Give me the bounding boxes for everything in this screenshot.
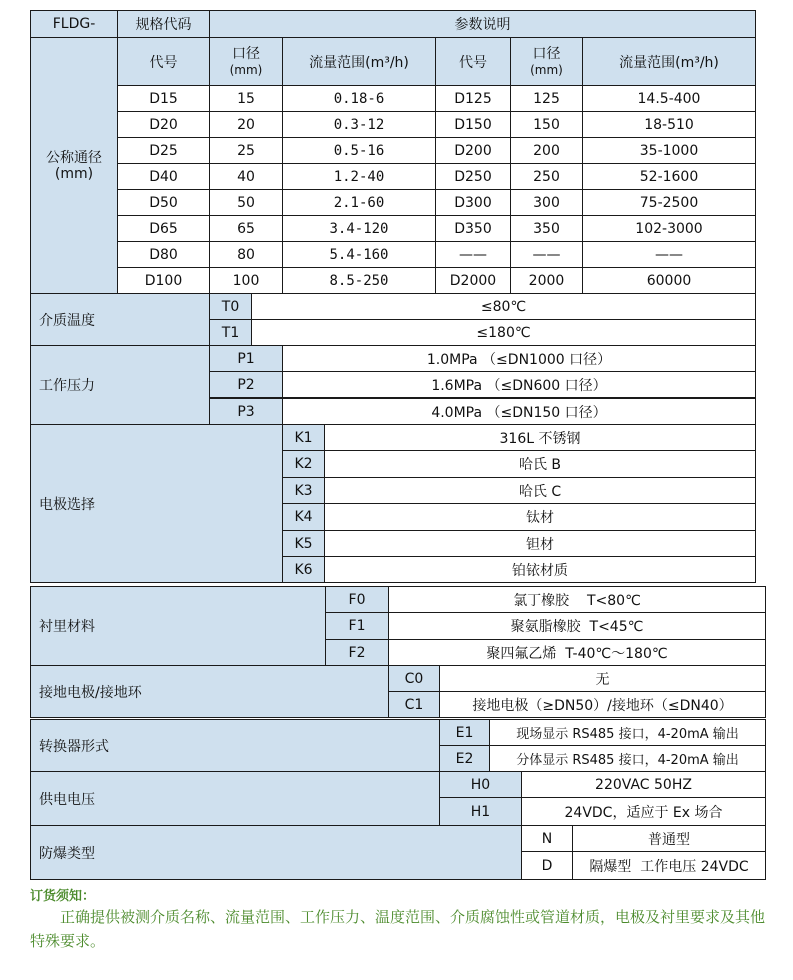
- electrode-label: 电极选择: [30, 424, 283, 583]
- lining-desc-f1: 聚氨脂橡胶 T<45℃: [388, 612, 766, 640]
- electrode-code-k1: K1: [282, 424, 325, 451]
- medium-temp-code-t0: T0: [209, 293, 252, 320]
- nominal-row-7-flow2: ——: [582, 241, 756, 268]
- nominal-row-2-bore1: 20: [209, 111, 283, 138]
- nominal-row-4-code1: D40: [117, 163, 210, 190]
- nominal-row-8-bore1: 100: [209, 267, 283, 294]
- nominal-row-6-flow1: 3.4-120: [282, 215, 436, 242]
- pressure-label: 工作压力: [30, 345, 210, 425]
- electrode-code-k3: K3: [282, 477, 325, 504]
- nominal-row-3-code1: D25: [117, 137, 210, 164]
- grounding-label: 接地电极/接地环: [30, 665, 389, 718]
- col-header-bore-2: [510, 37, 583, 86]
- electrode-desc-k6: 铂铱材质: [324, 556, 756, 583]
- nominal-row-2-flow1: 0.3-12: [282, 111, 436, 138]
- explosion-desc-d: 隔爆型 工作电压 24VDC: [572, 851, 766, 880]
- nominal-row-8-flow1: 8.5-250: [282, 267, 436, 294]
- grounding-code-c1: C1: [388, 691, 440, 718]
- col-header-flow-2: 流量范围(m³/h): [582, 37, 756, 86]
- electrode-code-k5: K5: [282, 530, 325, 557]
- nominal-row-6-bore2: 350: [510, 215, 583, 242]
- medium-temp-desc-t0: ≤80℃: [251, 293, 756, 320]
- nominal-row-7-flow1: 5.4-160: [282, 241, 436, 268]
- electrode-desc-k2: 哈氏 B: [324, 450, 756, 478]
- nominal-row-8-bore2: 2000: [510, 267, 583, 294]
- nominal-row-1-bore1: 15: [209, 85, 283, 112]
- nominal-row-3-bore1: 25: [209, 137, 283, 164]
- nominal-row-2-code2: D150: [435, 111, 511, 138]
- electrode-code-k6: K6: [282, 556, 325, 583]
- nominal-row-3-flow2: 35-1000: [582, 137, 756, 164]
- lining-label: 衬里材料: [30, 586, 326, 666]
- nominal-row-5-bore1: 50: [209, 189, 283, 216]
- converter-desc-e1: 现场显示 RS485 接口，4-20mA 输出: [489, 719, 766, 746]
- electrode-desc-k3: 哈氏 C: [324, 477, 756, 504]
- medium-temp-desc-t1: ≤180℃: [251, 319, 756, 346]
- nominal-row-8-code1: D100: [117, 267, 210, 294]
- lining-desc-f0: 氯丁橡胶 T<80℃: [388, 586, 766, 613]
- nominal-row-1-code2: D125: [435, 85, 511, 112]
- converter-code-e1: E1: [439, 719, 490, 746]
- pressure-code-p1: P1: [209, 345, 283, 372]
- medium-temp-code-t1: T1: [209, 319, 252, 346]
- nominal-row-3-flow1: 0.5-16: [282, 137, 436, 164]
- converter-code-e2: E2: [439, 745, 490, 772]
- electrode-desc-k4: 钛材: [324, 503, 756, 531]
- nominal-row-4-bore2: 250: [510, 163, 583, 190]
- power-code-h0: H0: [439, 771, 522, 798]
- nominal-row-7-bore2: ——: [510, 241, 583, 268]
- nominal-row-2-code1: D20: [117, 111, 210, 138]
- lining-desc-f2: 聚四氟乙烯 T-40℃～180℃: [388, 639, 766, 666]
- grounding-code-c0: C0: [388, 665, 440, 692]
- grounding-desc-c0: 无: [439, 665, 766, 692]
- electrode-code-k4: K4: [282, 503, 325, 531]
- nominal-unit-text: (mm): [54, 165, 94, 182]
- nominal-row-4-flow1: 1.2-40: [282, 163, 436, 190]
- power-desc-h0: 220VAC 50HZ: [521, 771, 766, 798]
- pressure-code-p2: P2: [209, 371, 283, 398]
- explosion-desc-n: 普通型: [572, 825, 766, 852]
- nominal-row-1-flow2: 14.5-400: [582, 85, 756, 112]
- nominal-row-1-bore2: 125: [510, 85, 583, 112]
- electrode-desc-k5: 钽材: [324, 530, 756, 557]
- grounding-desc-c1: 接地电极（≥DN50）/接地环（≤DN40）: [439, 691, 766, 718]
- nominal-row-6-bore1: 65: [209, 215, 283, 242]
- pressure-code-p3: P3: [209, 398, 283, 425]
- nominal-row-1-code1: D15: [117, 85, 210, 112]
- header-param-desc: 参数说明: [209, 10, 756, 38]
- nominal-row-5-flow2: 75-2500: [582, 189, 756, 216]
- bore-unit: (mm): [530, 62, 563, 77]
- nominal-row-4-code2: D250: [435, 163, 511, 190]
- nominal-row-2-bore2: 150: [510, 111, 583, 138]
- nominal-label-text: 公称通径: [46, 149, 102, 166]
- nominal-row-8-code2: D2000: [435, 267, 511, 294]
- nominal-row-5-flow1: 2.1-60: [282, 189, 436, 216]
- nominal-label: [30, 37, 118, 294]
- converter-desc-e2: 分体显示 RS485 接口，4-20mA 输出: [489, 745, 766, 772]
- explosion-label: 防爆类型: [30, 825, 522, 880]
- col-header-flow-1: 流量范围(m³/h): [282, 37, 436, 86]
- power-code-h1: H1: [439, 797, 522, 826]
- medium-temp-label: 介质温度: [30, 293, 210, 346]
- power-desc-h1: 24VDC，适应于 Ex 场合: [521, 797, 766, 826]
- power-label: 供电电压: [30, 771, 440, 826]
- nominal-row-1-flow1: 0.18-6: [282, 85, 436, 112]
- converter-label: 转换器形式: [30, 719, 440, 772]
- electrode-code-k2: K2: [282, 450, 325, 478]
- col-header-bore-1: [209, 37, 283, 86]
- bore-unit: (mm): [229, 62, 263, 77]
- lining-code-f1: F1: [325, 612, 389, 640]
- header-model: FLDG-: [30, 10, 118, 38]
- pressure-desc-p3: 4.0MPa （≤DN150 口径）: [282, 398, 756, 425]
- nominal-row-2-flow2: 18-510: [582, 111, 756, 138]
- header-spec-code: 规格代码: [117, 10, 210, 38]
- lining-code-f0: F0: [325, 586, 389, 613]
- explosion-code-d: D: [521, 851, 573, 880]
- explosion-code-n: N: [521, 825, 573, 852]
- nominal-row-5-bore2: 300: [510, 189, 583, 216]
- nominal-row-6-code2: D350: [435, 215, 511, 242]
- nominal-row-7-code2: ——: [435, 241, 511, 268]
- order-notes-text: 正确提供被测介质名称、流量范围、工作压力、温度范围、介质腐蚀性或管道材质，电极及衬里要求及其他特殊要求。: [30, 908, 766, 950]
- electrode-desc-k1: 316L 不锈钢: [324, 424, 756, 451]
- pressure-desc-p2: 1.6MPa （≤DN600 口径）: [282, 371, 756, 398]
- nominal-row-4-flow2: 52-1600: [582, 163, 756, 190]
- nominal-row-5-code2: D300: [435, 189, 511, 216]
- nominal-row-3-bore2: 200: [510, 137, 583, 164]
- nominal-row-3-code2: D200: [435, 137, 511, 164]
- col-header-code-1: 代号: [117, 37, 210, 86]
- bore-label: 口径: [232, 45, 260, 62]
- nominal-row-7-code1: D80: [117, 241, 210, 268]
- nominal-row-8-flow2: 60000: [582, 267, 756, 294]
- nominal-row-7-bore1: 80: [209, 241, 283, 268]
- pressure-desc-p1: 1.0MPa （≤DN1000 口径）: [282, 345, 756, 372]
- order-notes-title: 订货须知：: [30, 889, 96, 904]
- col-header-code-2: 代号: [435, 37, 511, 86]
- lining-code-f2: F2: [325, 639, 389, 666]
- nominal-row-4-bore1: 40: [209, 163, 283, 190]
- nominal-row-6-code1: D65: [117, 215, 210, 242]
- nominal-row-6-flow2: 102-3000: [582, 215, 756, 242]
- nominal-row-5-code1: D50: [117, 189, 210, 216]
- bore-label: 口径: [532, 45, 561, 62]
